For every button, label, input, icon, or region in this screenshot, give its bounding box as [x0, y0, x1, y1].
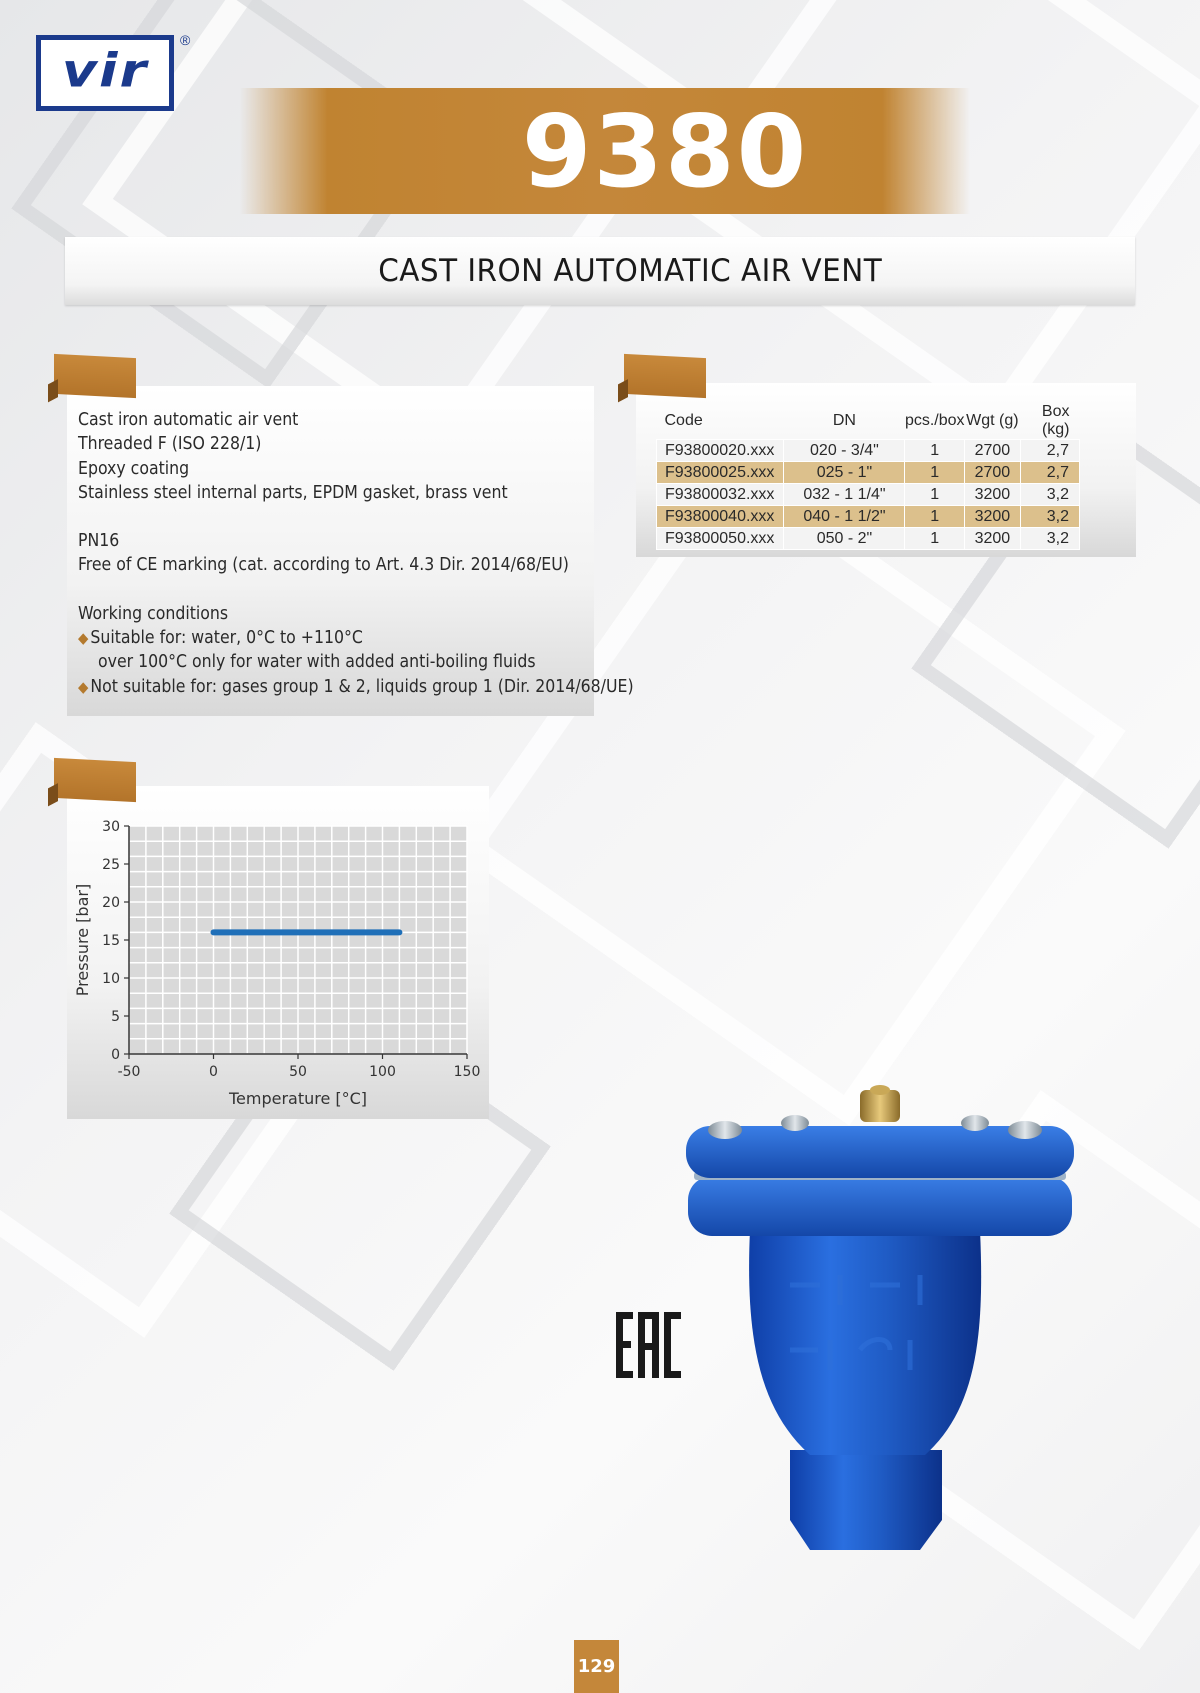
- table-row: [657, 462, 1080, 484]
- cell-dn: 020 - 3/4": [784, 440, 905, 462]
- table-row: [657, 440, 1080, 462]
- table-row: [657, 528, 1080, 550]
- header-weight: Wgt (g): [966, 412, 1019, 429]
- diamond-bullet-icon: ◆: [78, 629, 89, 648]
- suitable-line: [78, 626, 588, 650]
- air-vent-product-image: [680, 1080, 1080, 1560]
- cell-code: F93800032.xxx: [657, 484, 784, 506]
- y-tick-label: 20: [102, 895, 120, 911]
- cell-code: F93800040.xxx: [657, 506, 784, 528]
- y-tick-label: 10: [102, 971, 120, 987]
- suitable-note: over 100°C only for water with added anti-boiling fluids: [98, 652, 536, 673]
- page-number: 129: [577, 1656, 616, 1677]
- description-text: [78, 408, 634, 699]
- cell-code: F93800020.xxx: [657, 440, 784, 462]
- cell-box: 3,2: [1020, 506, 1079, 528]
- cell-weight: 2700: [965, 440, 1021, 462]
- ce-note: Free of CE marking (cat. according to Art. 4.3 Dir. 2014/68/EU): [78, 555, 569, 576]
- x-tick-label: 150: [453, 1064, 481, 1080]
- header-pcs: pcs./box: [904, 412, 965, 429]
- product-table: [656, 403, 1080, 550]
- y-tick-label: 0: [111, 1047, 120, 1063]
- cell-dn: 032 - 1 1/4": [784, 484, 905, 506]
- cell-pcs: 1: [905, 440, 965, 462]
- cell-code: F93800025.xxx: [657, 462, 784, 484]
- y-tick-label: 25: [102, 857, 120, 873]
- header-code: Code: [664, 412, 703, 429]
- cell-weight: 3200: [965, 484, 1021, 506]
- product-title: CAST IRON AUTOMATIC AIR VENT: [378, 253, 882, 289]
- header-box: Box (kg): [1041, 403, 1070, 438]
- x-tick-label: 100: [369, 1064, 396, 1080]
- cell-weight: 3200: [965, 528, 1021, 550]
- table-row: [657, 484, 1080, 506]
- y-tick-label: 30: [102, 819, 120, 835]
- table-header-row: [657, 403, 1080, 440]
- header-dn: DN: [832, 412, 856, 429]
- cell-box: 3,2: [1020, 484, 1079, 506]
- cell-weight: 2700: [965, 462, 1021, 484]
- x-tick-label: -50: [117, 1064, 141, 1080]
- model-number: 9380: [521, 92, 809, 210]
- cell-box: 2,7: [1020, 440, 1079, 462]
- y-tick-label: 15: [102, 933, 120, 949]
- working-conditions-heading: Working conditions: [78, 603, 229, 624]
- cell-dn: 050 - 2": [784, 528, 905, 550]
- table-tab: [624, 354, 706, 398]
- cell-pcs: 1: [905, 528, 965, 550]
- cell-box: 3,2: [1020, 528, 1079, 550]
- feature-line: Threaded F (ISO 228/1): [78, 434, 262, 455]
- registered-mark: ®: [180, 32, 191, 48]
- page-number-tab: [574, 1640, 619, 1693]
- pressure-temperature-chart: [67, 786, 489, 1119]
- model-banner: [240, 88, 970, 214]
- cell-code: F93800050.xxx: [657, 528, 784, 550]
- cell-box: 2,7: [1020, 462, 1079, 484]
- title-bar: [65, 237, 1135, 305]
- description-tab: [54, 354, 136, 398]
- not-suitable-text: Not suitable for: gases group 1 & 2, liquids group 1 (Dir. 2014/68/UE): [90, 676, 634, 697]
- cell-dn: 025 - 1": [784, 462, 905, 484]
- cell-pcs: 1: [905, 484, 965, 506]
- brand-logo: [36, 35, 174, 111]
- y-axis-label: Pressure [bar]: [73, 883, 92, 997]
- cell-pcs: 1: [905, 506, 965, 528]
- diamond-bullet-icon: ◆: [78, 677, 89, 696]
- pressure-rating: PN16: [78, 531, 120, 552]
- table-row: [657, 506, 1080, 528]
- suitable-text: Suitable for: water, 0°C to +110°C: [90, 628, 363, 649]
- cell-pcs: 1: [905, 462, 965, 484]
- cell-weight: 3200: [965, 506, 1021, 528]
- feature-line: Stainless steel internal parts, EPDM gasket, brass vent: [78, 482, 508, 503]
- not-suitable-line: [78, 675, 634, 699]
- y-tick-label: 5: [111, 1009, 120, 1025]
- cell-dn: 040 - 1 1/2": [784, 506, 905, 528]
- x-tick-label: 50: [289, 1064, 307, 1080]
- x-tick-label: 0: [209, 1064, 218, 1080]
- feature-line: Epoxy coating: [78, 458, 190, 479]
- eac-mark-icon: [616, 1312, 681, 1378]
- logo-text: vir: [61, 43, 149, 98]
- x-axis-label: Temperature [°C]: [228, 1089, 368, 1108]
- feature-line: Cast iron automatic air vent: [78, 410, 299, 430]
